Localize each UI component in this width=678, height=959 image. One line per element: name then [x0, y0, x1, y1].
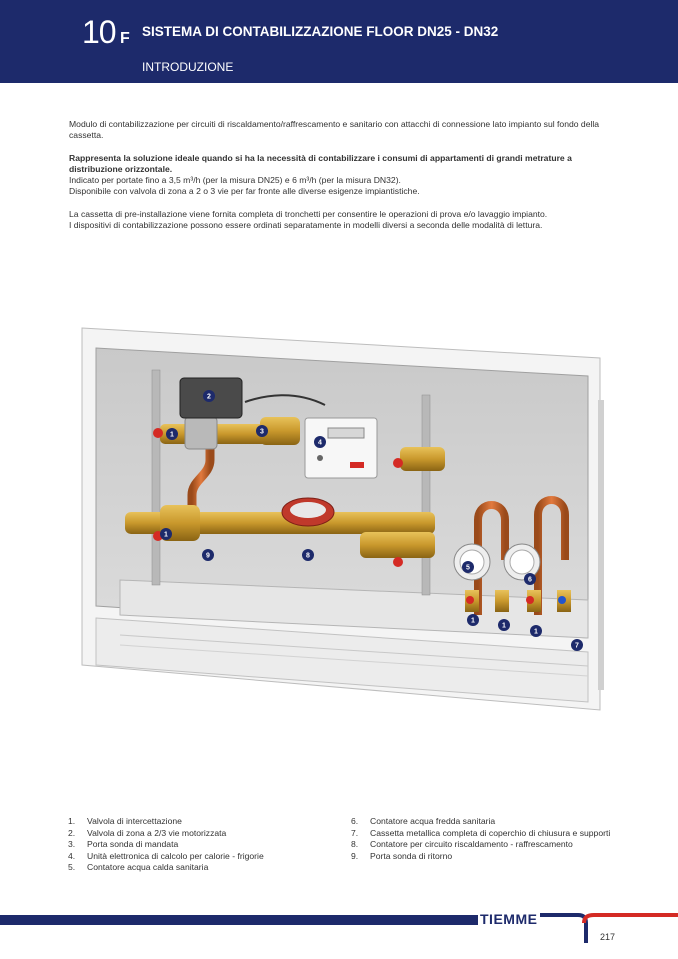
section-subtitle: INTRODUZIONE	[142, 60, 234, 74]
legend-item: 7. Cassetta metallica completa di coperchio di chiusura e supporti	[351, 827, 611, 838]
legend-item: 9. Porta sonda di ritorno	[351, 850, 453, 861]
svg-text:3: 3	[260, 428, 264, 436]
svg-text:8: 8	[306, 552, 310, 560]
svg-text:1: 1	[164, 531, 168, 539]
svg-text:6: 6	[528, 576, 532, 584]
intro-text	[69, 119, 614, 242]
page-header	[0, 0, 678, 83]
marker-2	[203, 390, 215, 402]
legend-item: 4. Unità elettronica di calcolo per calorie - frigorie	[68, 850, 264, 861]
svg-text:5: 5	[466, 564, 470, 572]
water-meter-heating	[282, 498, 334, 526]
svg-text:1: 1	[502, 622, 506, 630]
legend-right	[351, 816, 613, 862]
marker-7	[571, 639, 583, 651]
svg-text:1: 1	[170, 431, 174, 439]
intro-ordering-info: I dispositivi di contabilizzazione possono essere ordinati separatamente in modelli diversi a seconda delle modalità di lettura.	[69, 220, 543, 231]
legend-item: 5. Contatore acqua calda sanitaria	[68, 862, 209, 872]
marker-1c	[467, 614, 479, 626]
marker-3	[256, 425, 268, 437]
heat-meter-unit	[305, 418, 377, 478]
svg-text:4: 4	[318, 439, 322, 447]
page-title: SISTEMA DI CONTABILIZZAZIONE FLOOR DN25 - DN32	[142, 24, 499, 39]
brand-logo: TIEMME	[480, 911, 538, 927]
legend-item: 1. Valvola di intercettazione	[68, 816, 182, 826]
intro-zone-valve: Disponibile con valvola di zona a 2 o 3 vie per far fronte alle diverse esigenze impiantistiche.	[69, 186, 420, 197]
intro-paragraph-2	[69, 153, 614, 198]
intro-box-info: La cassetta di pre-installazione viene fornita completa di tronchetti per consentire le operazioni di prova e/o lavaggio impianto.	[69, 208, 548, 219]
footer-bar	[0, 915, 478, 925]
marker-8	[302, 549, 314, 561]
intro-paragraph-1: Modulo di contabilizzazione per circuiti di riscaldamento/raffrescamento e sanitario con attacchi di connessione lato impianto sul fondo della cassetta.	[69, 119, 600, 141]
intro-highlight: Rappresenta la soluzione ideale quando si ha la necessità di contabilizzare i consumi di appartamenti di grandi metrature a distribuzione orizzontale.	[69, 152, 572, 174]
svg-text:1: 1	[471, 617, 475, 625]
marker-9	[202, 549, 214, 561]
legend-left	[68, 816, 328, 874]
marker-1e	[530, 625, 542, 637]
svg-text:1: 1	[534, 628, 538, 636]
product-illustration	[60, 300, 620, 740]
legend-item: 3. Porta sonda di mandata	[68, 839, 179, 849]
chapter-letter: F	[120, 30, 130, 47]
intro-flow-rate: Indicato per portate fino a 3,5 m³/h (per la misura DN25) e 6 m³/h (per la misura DN32).	[69, 175, 401, 186]
legend-item: 6. Contatore acqua fredda sanitaria	[351, 816, 496, 826]
chapter-number: 10	[82, 14, 116, 50]
svg-text:9: 9	[206, 552, 210, 560]
marker-1b	[160, 528, 172, 540]
legend-item: 2. Valvola di zona a 2/3 vie motorizzata	[68, 827, 227, 838]
intro-paragraph-3	[69, 209, 614, 232]
legend-item: 8. Contatore per circuito riscaldamento - raffrescamento	[351, 839, 573, 849]
marker-1a	[166, 428, 178, 440]
svg-text:2: 2	[207, 393, 211, 401]
page-number: 217	[600, 932, 616, 942]
marker-4	[314, 436, 326, 448]
marker-1d	[498, 619, 510, 631]
svg-text:7: 7	[575, 642, 579, 650]
marker-5	[462, 561, 474, 573]
marker-6	[524, 573, 536, 585]
